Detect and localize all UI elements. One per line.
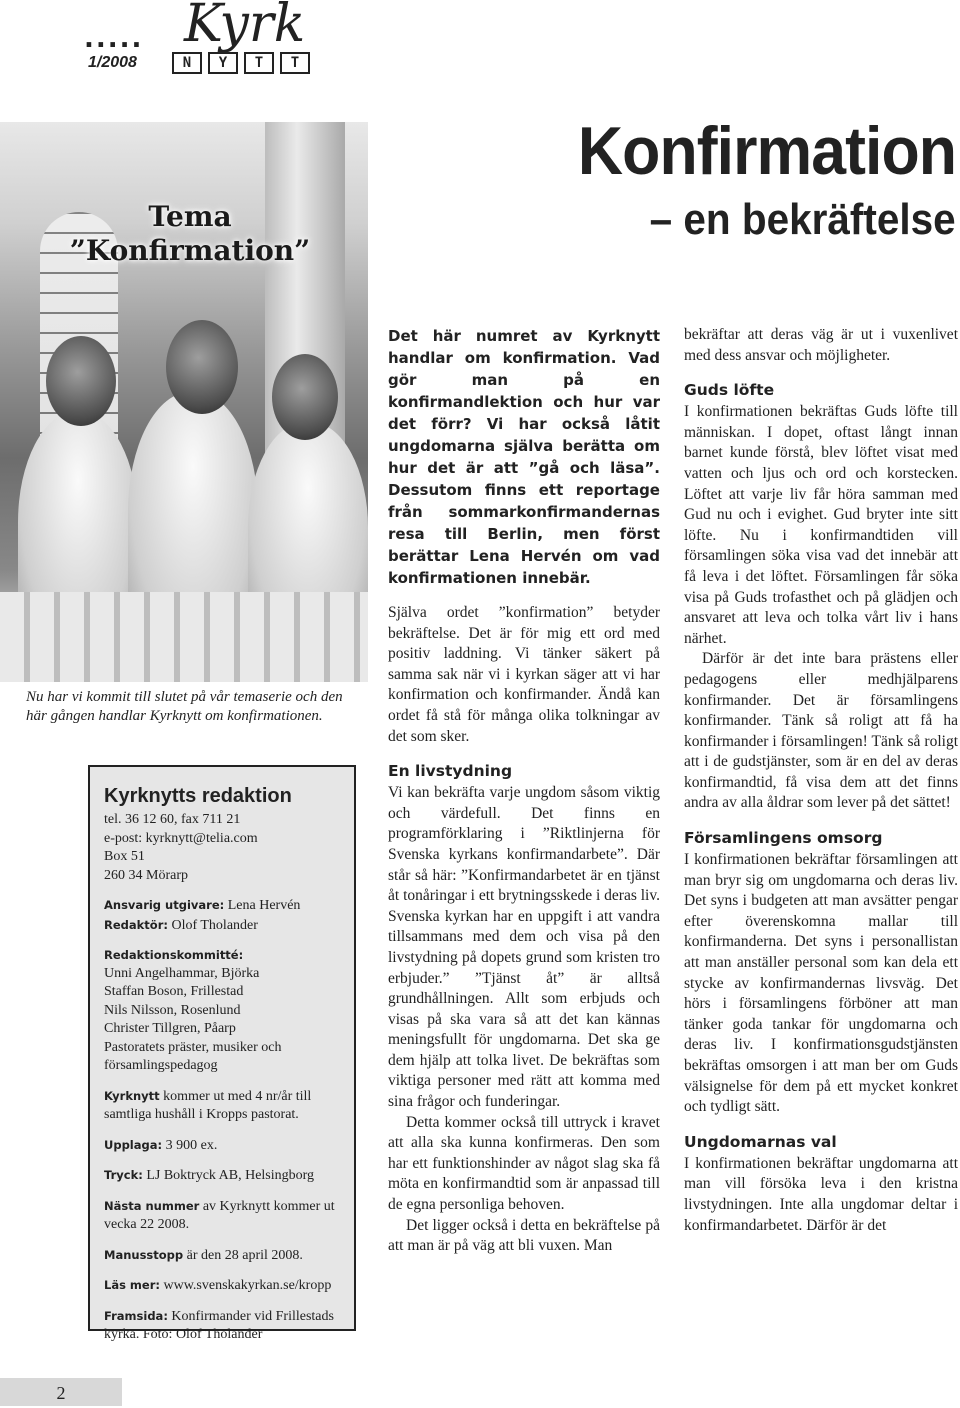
article-paragraph: I konfirmationen bekräftas Guds löfte till människan. I dopet, oftast långt innan barnet kunde förstå, blev löftet visat med vatten och ljus och ord och korstecken. Löftet att varje liv får höra samman med Gud nu och i evighet. Gud bryter inte sitt löfte. Nu i konfirmandtiden vill församlingen söka visa vad det innebär att få leva i det löftet. Församlingen får söka visa på Guds trofasthet och på glädjen och ansvaret att leva och tolka vårt liv i hans närhet.	[684, 403, 958, 647]
masthead-kyrk: Kyrk	[184, 0, 306, 54]
article-column-1	[388, 325, 660, 1257]
confirmand-head	[166, 320, 238, 414]
contact-box: Box 51	[104, 849, 145, 864]
field-value: 3 900 ex.	[162, 1137, 218, 1153]
article-paragraph: Det ligger också i detta en bekräftelse på att man är på väg att bli vuxen. Man	[388, 1216, 660, 1255]
manuscript-deadline	[104, 1246, 340, 1266]
field-label: Kyrknytt	[104, 1088, 160, 1103]
field-label: Framsida:	[104, 1308, 168, 1323]
field-value: kommer ut med 4 nr/år till samtliga hushåll i Kropps pastorat.	[104, 1088, 312, 1122]
circulation	[104, 1136, 340, 1156]
article-paragraph: Därför är det inte bara prästens eller pedagogens eller medhjälparens konfirmander. Det är församlingens konfirmander. Tänk så roligt att få ha konfirmander i församlingen! Tänk så roligt att i de gudstjänster, som är en del av deras konfirmandtid, få visa dem att det finns andra av alla åldrar som lever på det sättet!	[684, 650, 958, 812]
field-label: Upplaga:	[104, 1137, 163, 1152]
field-value: av Kyrknytt kommer ut vecka 22 2008.	[104, 1198, 335, 1232]
issue-number: 1/2008	[88, 54, 137, 71]
masthead-nytt	[172, 52, 310, 74]
photo-caption: Nu har vi kommit till slutet på vår temaserie och den här gången handlar Kyrknytt om konfirmationen.	[26, 689, 343, 724]
confirmand-head	[46, 336, 116, 426]
masthead-letter: T	[244, 52, 274, 74]
field-value: Konfirmander vid Frillestads kyrka. Foto: Olof Tholander	[104, 1308, 334, 1342]
article-paragraph: I konfirmationen bekräftar församlingen att man bryr sig om ungdomarna och deras liv. Det syns i budgeten att man avsätter pengar efter överenskomna mallar till konfirmanderna. Det syns i personallistan att man anställer personal som kan dela ett stycke av konfirmandernas livsväg. Det hörs i församlingens förböner att man tänker goda tankar för ungdomarna och deras liv. I konfirmationsgudstjänsten bekräftas omsorgen i att man ber om Guds välsignelse för dem på ett mycket konkret och tydligt sätt.	[684, 851, 958, 1116]
contact-postal: 260 34 Mörarp	[104, 867, 188, 883]
committee-member: Nils Nilsson, Rosenlund	[104, 1002, 241, 1018]
field-label: Tryck:	[104, 1168, 143, 1182]
article-paragraph: Vi kan bekräfta varje ungdom såsom viktig och värdefull. Det finns en programförklaring i ”Riktlinjerna för Svenska kyrkans konfirmandarbete”. Där står så här: ”Konfirmandarbetet är en tjänst åt tonåringar i ett brytningsskede i deras liv. Svenska kyrkan har en uppgift i att vandra tillsammans med dem och visa på den livstydning på dopets grund som kristen tro erbjuder.” ”Tjänst åt” är alltså grundhållningen. Allt som erbjuds och visas på ska vara så att det kan kännas meningsfullt för ungdomarna. Det ska ge dem hjälp att tolka livet. De bekräftas som viktiga personer med rätt att komma med sina frågor och funderingar.	[388, 784, 660, 1111]
page-subtitle: – en bekräftelse	[649, 195, 956, 244]
article-paragraph: Detta kommer också till uttryck i kravet att alla ska kunna konfirmeras. Den som har ett funktionshinder av något slag ska få möta en konfirmandtid som är anpassad till de egna personliga behoven.	[388, 1113, 660, 1214]
masthead-dots: .....	[84, 24, 144, 54]
masthead-logo	[84, 2, 324, 82]
next-issue	[104, 1197, 340, 1235]
committee-member: Christer Tillgren, Påarp	[104, 1021, 236, 1036]
masthead-letter: N	[172, 52, 202, 74]
field-value: www.svenskakyrkan.se/kropp	[160, 1278, 332, 1293]
section-heading: Ungdomarnas val	[684, 1132, 837, 1151]
field-label: Nästa nummer	[104, 1198, 200, 1213]
editorial-info-box	[88, 765, 356, 1342]
committee-member: Unni Angelhammar, Björka	[104, 965, 260, 981]
section-heading: En livstydning	[388, 762, 513, 781]
field-value: Lena Hervén	[224, 898, 301, 913]
article-column-2	[684, 325, 958, 1236]
committee-member: Staffan Boson, Frillestad	[104, 984, 244, 999]
committee-member: Pastoratets präster, musiker och församlingspedagog	[104, 1039, 282, 1073]
theme-label	[40, 200, 340, 268]
masthead-letter: Y	[208, 52, 238, 74]
info-box-title: Kyrknytts redaktion	[104, 785, 292, 807]
field-label: Redaktör:	[104, 917, 168, 932]
section-heading: Guds löfte	[684, 381, 775, 400]
article-lead: Det här numret av Kyrknytt handlar om konfirmation. Vad gör man på en konfirmandlektion och hur var det förr? Vi har också låtit ungdomarna själva berätta om hur det är att ”gå och läsa”. Dessutom finns ett reportage från sommarkonfirmandernas resa till Berlin, men först berättar Lena Hervén om vad konfirmationen innebär.	[388, 327, 660, 587]
printer	[104, 1166, 340, 1186]
article-paragraph: I konfirmationen bekräftar ungdomarna att man vill försöka leva i den kristna livstydningen. Inte alla ungdomar deltar i konfirmandarbetet. Därför är det	[684, 1154, 958, 1234]
field-label: Ansvarig utgivare:	[104, 898, 225, 912]
field-label: Manusstopp	[104, 1247, 184, 1262]
contact-phone: tel. 36 12 60, fax 711 21	[104, 812, 241, 827]
contact-email: e-post: kyrknytt@telia.com	[104, 830, 258, 846]
page-title: Konfirmation	[577, 113, 956, 189]
read-more	[104, 1276, 340, 1296]
editor	[104, 916, 340, 936]
field-label: Läs mer:	[104, 1278, 160, 1292]
field-value: LJ Boktryck AB, Helsingborg	[142, 1168, 315, 1183]
article-paragraph: bekräftar att deras väg är ut i vuxenlivet med dess ansvar och möjligheter.	[684, 326, 958, 364]
page-number: 2	[0, 1378, 122, 1406]
theme-label-line1: Tema	[148, 200, 232, 233]
cover-credit	[104, 1307, 340, 1345]
responsible-publisher	[104, 896, 340, 916]
church-railing	[0, 592, 368, 682]
publication-frequency	[104, 1087, 340, 1125]
theme-label-line2: ”Konfirmation”	[69, 234, 311, 267]
field-value: Olof Tholander	[167, 917, 258, 933]
section-heading: Församlingens omsorg	[684, 829, 883, 848]
article-paragraph: Själva ordet ”konfirmation” betyder bekräftelse. Det är för mig ett ord med positiv laddning. Vi tänker säkert på samma sak när vi i kyrkan säger att vi har konfirmation och konfirmander. Ändå kan ordet få stå för många olika tolkningar av det som sker.	[388, 604, 660, 745]
masthead-letter: T	[280, 52, 310, 74]
field-value: är den 28 april 2008.	[183, 1247, 303, 1263]
confirmand-head	[272, 354, 338, 440]
committee-label: Redaktionskommitté:	[104, 948, 244, 962]
